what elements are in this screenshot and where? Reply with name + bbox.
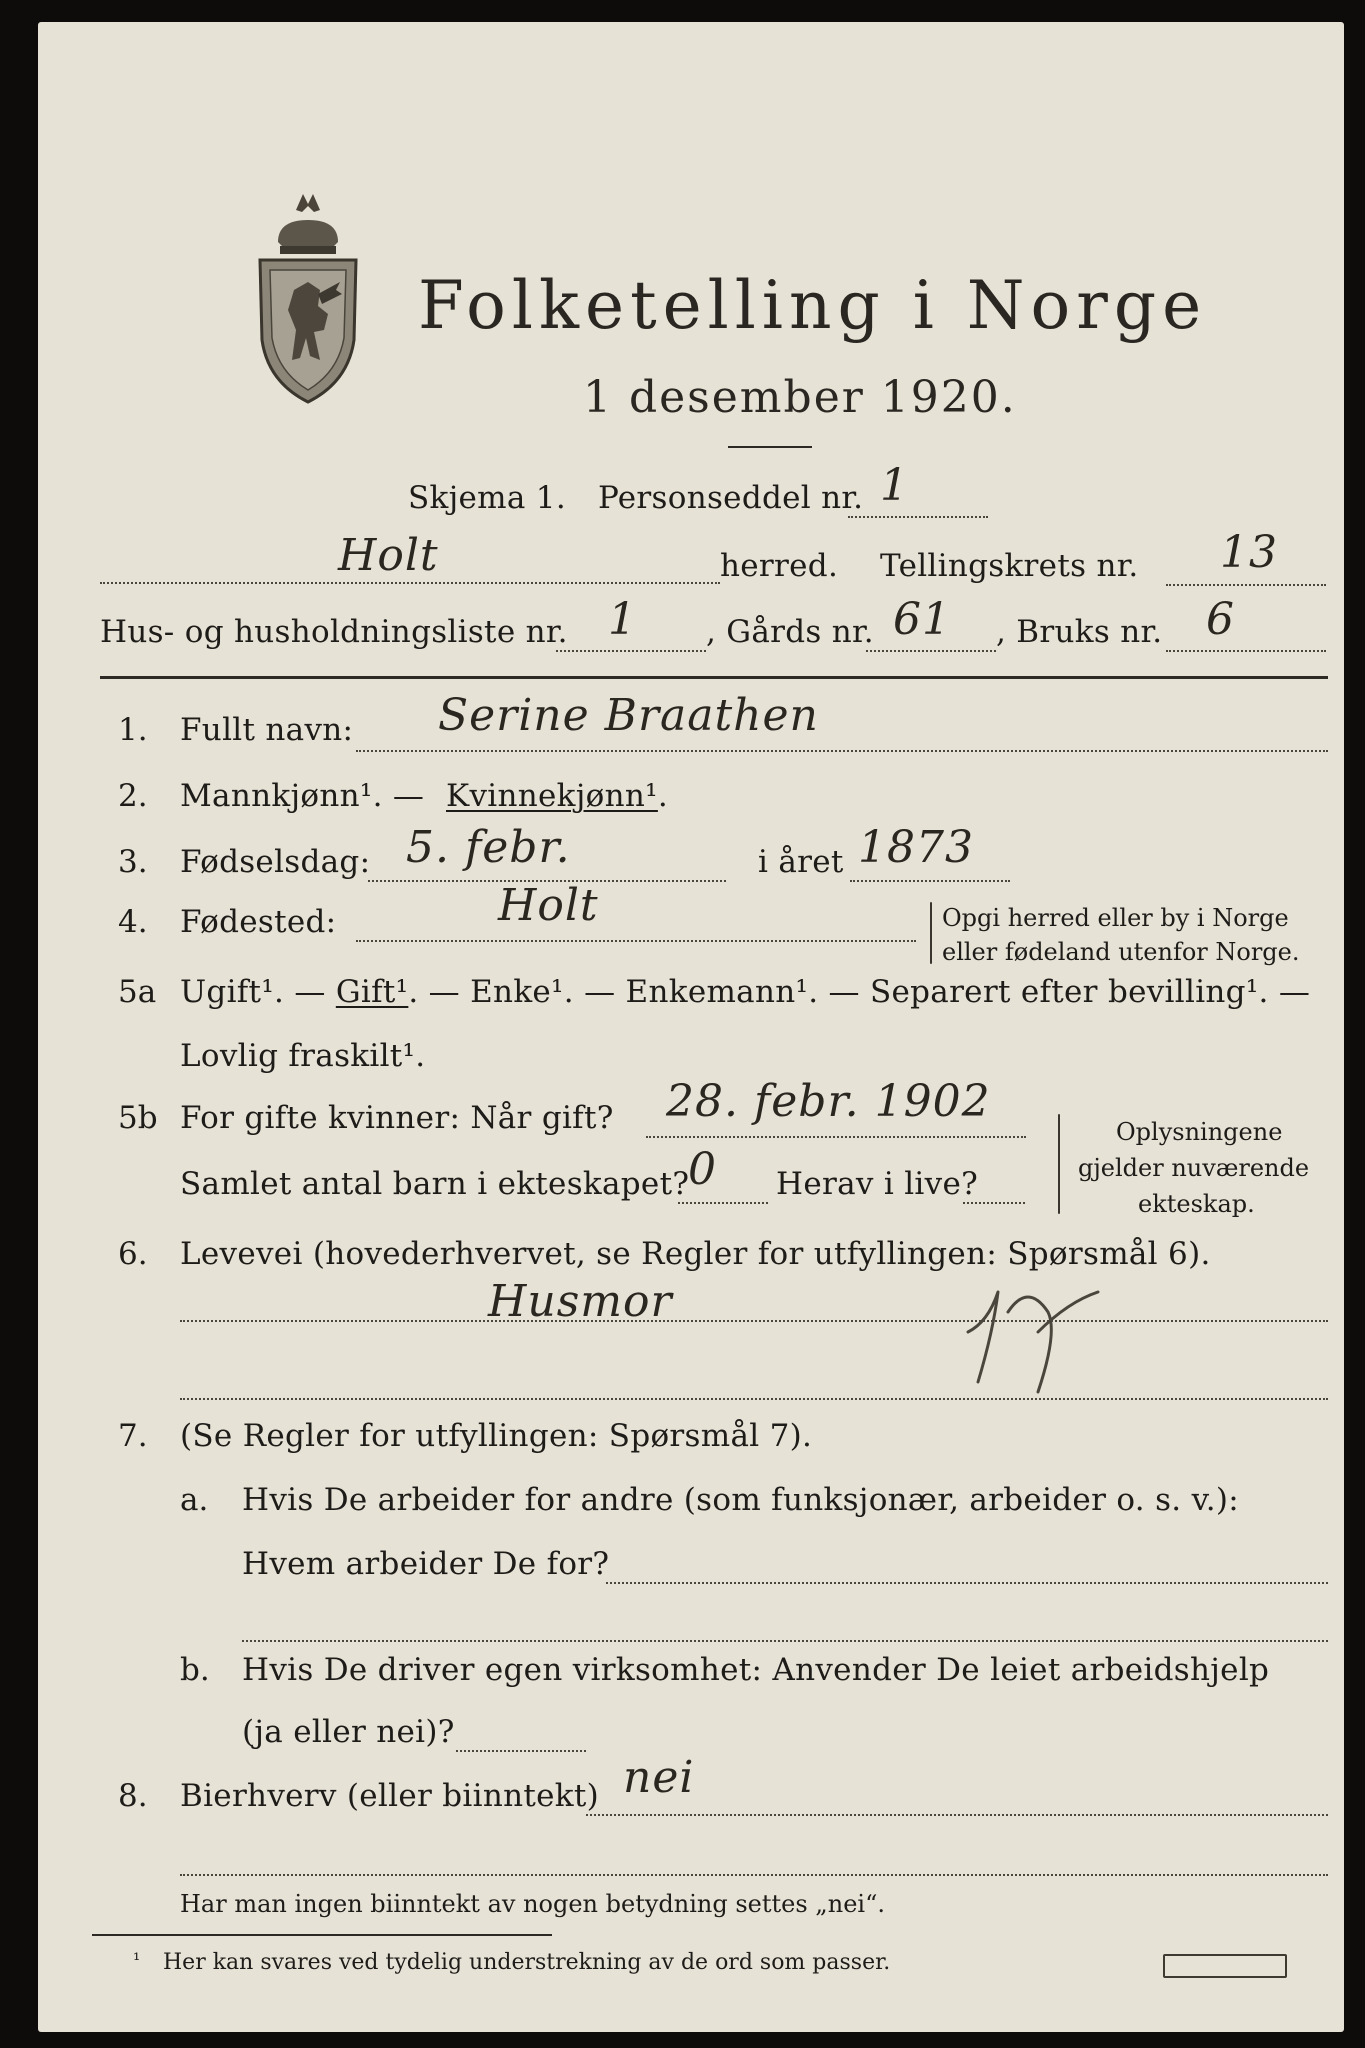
children-count-line: [678, 1202, 768, 1204]
enumerator-initials-mark: [938, 1272, 1118, 1402]
form-title: Folketelling i Norge: [418, 267, 1208, 344]
birthdate-value: 5. febr.: [406, 822, 571, 873]
q7-label: (Se Regler for utfyllingen: Spørsmål 7).: [180, 1418, 813, 1454]
occupation-value: Husmor: [488, 1276, 673, 1327]
occupation-line1: [180, 1320, 1328, 1322]
header-divider: [100, 676, 1328, 679]
norwegian-coat-of-arms-icon: [248, 190, 368, 410]
form-date: 1 desember 1920.: [583, 372, 1017, 423]
census-form-sheet: [38, 22, 1344, 2032]
q6-number: 6.: [118, 1236, 148, 1272]
marital-status-options: [180, 974, 1310, 1010]
side-income-label: Bierhverv (eller biinntekt): [180, 1778, 600, 1814]
q4-number: 4.: [118, 904, 148, 940]
herred-line: [100, 582, 720, 584]
marital-unmarried-option: Ugift¹. —: [180, 974, 326, 1010]
occupation-line2: [180, 1398, 1328, 1400]
q7b-label: Hvis De driver egen virksomhet: Anvender De leiet arbeidshjelp: [242, 1652, 1270, 1688]
birthyear-line: [850, 880, 1010, 882]
gards-value: 61: [893, 594, 951, 645]
occupation-label: Levevei (hovederhvervet, se Regler for utfyllingen: Spørsmål 6).: [180, 1236, 1211, 1272]
tellingskrets-value: 13: [1220, 527, 1278, 578]
q7a-label: Hvis De arbeider for andre (som funksjonær, arbeider o. s. v.):: [242, 1482, 1240, 1518]
husholdningsliste-label: Hus- og husholdningsliste nr.: [100, 614, 568, 650]
sex-female-option: Kvinnekjønn¹.: [446, 778, 669, 814]
footnote-text: Her kan svares ved tydelig understrekning av de ord som passer.: [163, 1950, 891, 1975]
marriage-date-value: 28. febr. 1902: [666, 1076, 991, 1127]
marriage-date-line: [646, 1136, 1026, 1138]
side-income-line2: [180, 1874, 1328, 1876]
birthyear-label: i året: [758, 844, 844, 880]
marriage-note-line2: gjelder nuværende: [1078, 1154, 1310, 1182]
footnote-mark: ¹: [133, 1950, 141, 1971]
sex-male-option: Mannkjønn¹. —: [180, 778, 425, 814]
marriage-date-label: For gifte kvinner: Når gift?: [180, 1100, 614, 1136]
q7b-number: b.: [180, 1652, 210, 1688]
title-divider: [728, 446, 812, 448]
marital-married-underlined: Gift¹: [335, 974, 409, 1010]
q7b-yes-no-line: [456, 1750, 586, 1752]
q2-number: 2.: [118, 778, 148, 814]
q3-number: 3.: [118, 844, 148, 880]
side-income-value: nei: [623, 1752, 695, 1803]
birthplace-label: Fødested:: [180, 904, 337, 940]
husholdningsliste-value: 1: [608, 594, 637, 645]
personseddel-label: Personseddel nr.: [598, 480, 864, 516]
herred-label: herred.: [720, 548, 839, 584]
footnote-divider: [92, 1934, 552, 1936]
bruks-line: [1166, 650, 1326, 652]
q7a-employer-label: Hvem arbeider De for?: [242, 1546, 610, 1582]
gards-label: , Gårds nr.: [706, 614, 874, 650]
marital-other-options: . — Enke¹. — Enkemann¹. — Separert efter bevilling¹. —: [408, 974, 1311, 1010]
q7a-employer-line1: [606, 1582, 1328, 1584]
marriage-note-brace: [1058, 1114, 1060, 1214]
full-name-line: [356, 750, 1328, 752]
birthplace-note-line2: eller fødeland utenfor Norge.: [942, 938, 1300, 966]
birthdate-label: Fødselsdag:: [180, 844, 371, 880]
q8-number: 8.: [118, 1778, 148, 1814]
children-alive-line: [963, 1202, 1025, 1204]
sex-female-underlined: Kvinnekjønn¹: [446, 778, 658, 814]
children-count-value: 0: [688, 1144, 717, 1195]
herred-value: Holt: [338, 530, 439, 581]
q5b-number: 5b: [118, 1100, 158, 1136]
q7a-employer-line2: [242, 1640, 1328, 1642]
children-alive-label: Herav i live?: [776, 1166, 979, 1202]
full-name-value: Serine Braathen: [438, 690, 819, 741]
bruks-value: 6: [1206, 594, 1235, 645]
personseddel-line: [848, 516, 988, 518]
side-income-line: [586, 1814, 1328, 1816]
personseddel-value: 1: [880, 460, 909, 511]
skjema-label: Skjema 1.: [408, 480, 566, 516]
q7b-yes-no-label: (ja eller nei)?: [242, 1714, 455, 1750]
q1-number: 1.: [118, 712, 148, 748]
birthplace-line: [356, 940, 916, 942]
q5a-number: 5a: [118, 974, 157, 1010]
marital-divorced-option: Lovlig fraskilt¹.: [180, 1038, 426, 1074]
children-count-label: Samlet antal barn i ekteskapet?: [180, 1166, 690, 1202]
side-income-note: Har man ingen biinntekt av nogen betydning settes „nei“.: [180, 1890, 885, 1918]
full-name-label: Fullt navn:: [180, 712, 354, 748]
marriage-note-line1: Oplysningene: [1116, 1118, 1283, 1146]
gards-line: [866, 650, 996, 652]
bruks-label: , Bruks nr.: [996, 614, 1163, 650]
q7-number: 7.: [118, 1418, 148, 1454]
birthyear-value: 1873: [858, 822, 974, 873]
printer-stamp: [1163, 1954, 1287, 1978]
husholdningsliste-line: [556, 650, 706, 652]
birthplace-note-brace: [930, 902, 932, 964]
birthplace-value: Holt: [498, 880, 599, 931]
marriage-note-line3: ekteskap.: [1138, 1190, 1255, 1218]
tellingskrets-label: Tellingskrets nr.: [880, 548, 1139, 584]
tellingskrets-line: [1166, 584, 1326, 586]
birthplace-note-line1: Opgi herred eller by i Norge: [942, 904, 1289, 932]
q7a-number: a.: [180, 1482, 209, 1518]
